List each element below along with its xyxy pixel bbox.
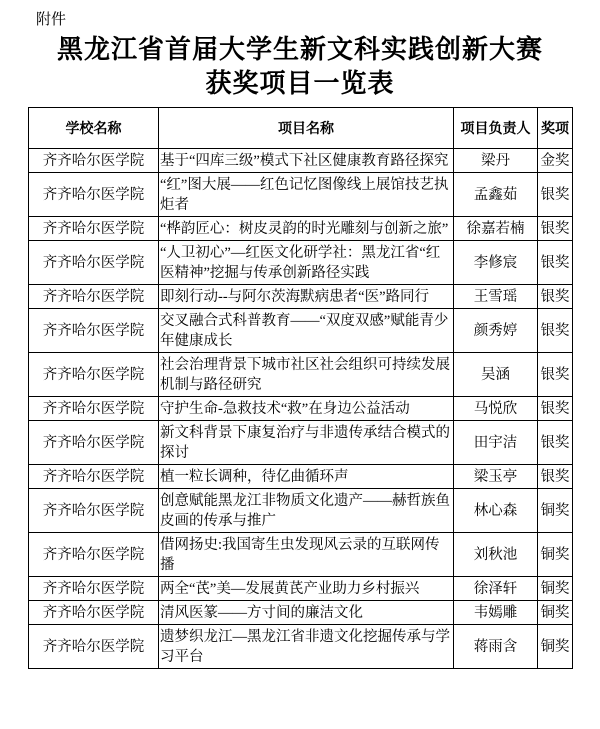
table-row [29,533,573,577]
project-cell: 守护生命-急救技术“救”在身边公益活动 [159,397,454,421]
project-cell: 遗梦织龙江—黑龙江省非遗文化挖掘传承与学习平台 [159,625,454,669]
school-cell: 齐齐哈尔医学院 [29,149,159,173]
column-header-leader: 项目负责人 [454,108,538,149]
table-row [29,397,573,421]
table-row [29,353,573,397]
school-cell: 齐齐哈尔医学院 [29,173,159,217]
award-cell: 铜奖 [538,625,573,669]
table-row [29,309,573,353]
school-cell: 齐齐哈尔医学院 [29,285,159,309]
project-cell: “桦韵匠心：树皮灵韵的时光雕刻与创新之旅” [159,217,454,241]
project-cell: 清风医篆——方寸间的廉洁文化 [159,601,454,625]
award-cell: 银奖 [538,353,573,397]
project-cell: 两全“芪”美—发展黄芪产业助力乡村振兴 [159,577,454,601]
school-cell: 齐齐哈尔医学院 [29,533,159,577]
award-cell: 铜奖 [538,489,573,533]
award-cell: 铜奖 [538,601,573,625]
project-cell: 新文科背景下康复治疗与非遗传承结合模式的探讨 [159,421,454,465]
school-cell: 齐齐哈尔医学院 [29,601,159,625]
project-cell: 社会治理背景下城市社区社会组织可持续发展机制与路径研究 [159,353,454,397]
leader-cell: 徐泽轩 [454,577,538,601]
award-cell: 银奖 [538,241,573,285]
project-cell: 植一粒长调种，待亿曲循环声 [159,465,454,489]
project-cell: 创意赋能黑龙江非物质文化遗产——赫哲族鱼皮画的传承与推广 [159,489,454,533]
school-cell: 齐齐哈尔医学院 [29,489,159,533]
leader-cell: 蒋雨含 [454,625,538,669]
project-cell: 基于“四库三级”模式下社区健康教育路径探究 [159,149,454,173]
leader-cell: 徐嘉若楠 [454,217,538,241]
table-row [29,601,573,625]
awards-table-body [29,149,573,669]
header-row [29,108,573,149]
leader-cell: 吴涵 [454,353,538,397]
leader-cell: 王雪瑶 [454,285,538,309]
table-row [29,421,573,465]
school-cell: 齐齐哈尔医学院 [29,241,159,285]
project-cell: 借网扬史:我国寄生虫发现风云录的互联网传播 [159,533,454,577]
table-row [29,489,573,533]
project-cell: 即刻行动--与阿尔茨海默病患者“医”路同行 [159,285,454,309]
school-cell: 齐齐哈尔医学院 [29,217,159,241]
leader-cell: 马悦欣 [454,397,538,421]
project-cell: 交叉融合式科普教育——“双度双感”赋能青少年健康成长 [159,309,454,353]
table-row [29,625,573,669]
award-cell: 金奖 [538,149,573,173]
column-header-award: 奖项 [538,108,573,149]
page-title [10,32,590,100]
table-row [29,217,573,241]
school-cell: 齐齐哈尔医学院 [29,309,159,353]
award-cell: 银奖 [538,173,573,217]
leader-cell: 梁丹 [454,149,538,173]
awards-table [28,107,573,669]
school-cell: 齐齐哈尔医学院 [29,577,159,601]
leader-cell: 田宇洁 [454,421,538,465]
column-header-school: 学校名称 [29,108,159,149]
school-cell: 齐齐哈尔医学院 [29,625,159,669]
school-cell: 齐齐哈尔医学院 [29,353,159,397]
leader-cell: 韦嫣雕 [454,601,538,625]
table-row [29,149,573,173]
page-title-line2: 获奖项目一览表 [205,68,395,98]
leader-cell: 林心森 [454,489,538,533]
leader-cell: 孟鑫茹 [454,173,538,217]
table-row [29,241,573,285]
table-row [29,173,573,217]
school-cell: 齐齐哈尔医学院 [29,397,159,421]
awards-table-header [29,108,573,149]
table-row [29,465,573,489]
column-header-project: 项目名称 [159,108,454,149]
leader-cell: 刘秋池 [454,533,538,577]
leader-cell: 颜秀婷 [454,309,538,353]
page-title-line1: 黑龙江省首届大学生新文科实践创新大赛 [56,34,543,64]
award-cell: 铜奖 [538,577,573,601]
award-cell: 铜奖 [538,533,573,577]
leader-cell: 李修宸 [454,241,538,285]
school-cell: 齐齐哈尔医学院 [29,421,159,465]
project-cell: “红”图大展——红色记忆图像线上展馆技艺执炬者 [159,173,454,217]
award-cell: 银奖 [538,465,573,489]
award-cell: 银奖 [538,309,573,353]
award-cell: 银奖 [538,285,573,309]
project-cell: “人卫初心”—红医文化研学社：黑龙江省“红医精神”挖掘与传承创新路径实践 [159,241,454,285]
table-row [29,577,573,601]
attachment-label: 附件 [36,11,67,28]
school-cell: 齐齐哈尔医学院 [29,465,159,489]
table-row [29,285,573,309]
award-cell: 银奖 [538,421,573,465]
award-cell: 银奖 [538,397,573,421]
leader-cell: 梁玉亭 [454,465,538,489]
award-cell: 银奖 [538,217,573,241]
